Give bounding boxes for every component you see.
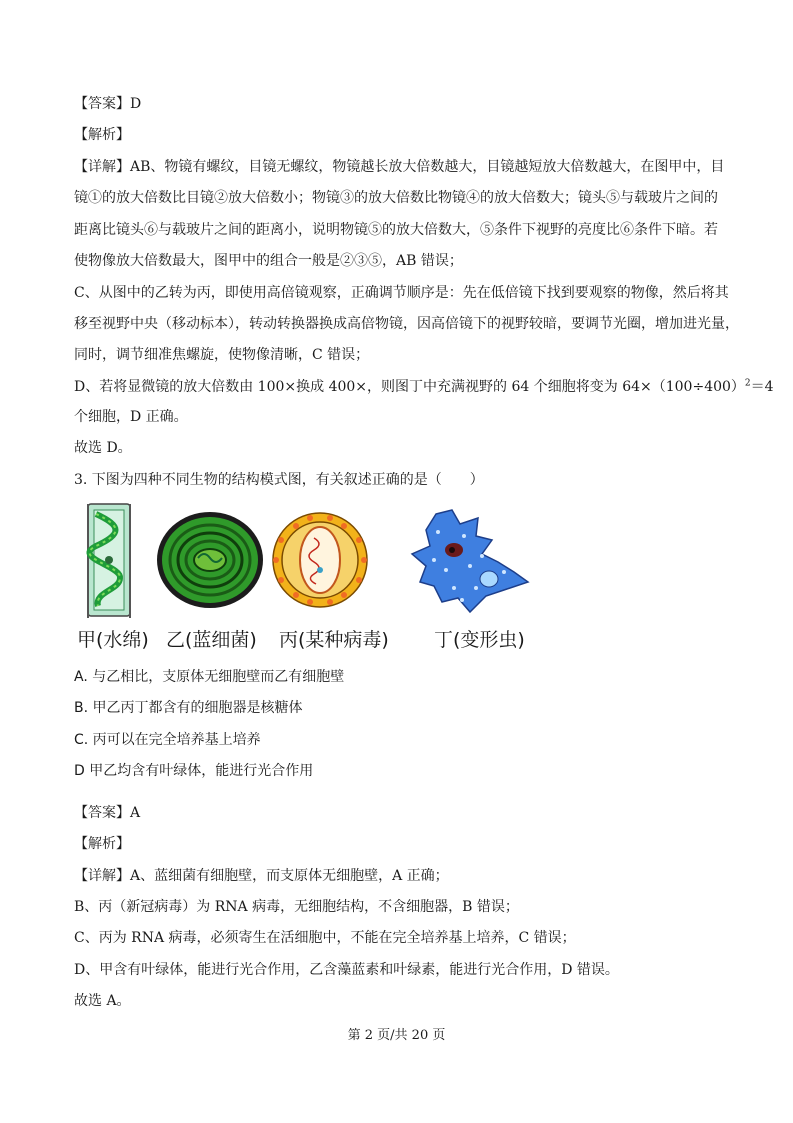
q3-answer [74, 803, 734, 823]
q3-detail-line: 【详解】A、蓝细菌有细胞壁，而支原体无细胞壁，A 正确； [74, 868, 449, 884]
q2-choose: 故选 D。 [74, 440, 132, 456]
q3-option-a: A. 与乙相比，支原体无细胞壁而乙有细胞壁 [74, 669, 345, 685]
cyanobacteria-diagram [157, 512, 263, 608]
q2-detail-d-line [74, 377, 774, 397]
spirogyra-diagram [88, 504, 130, 618]
q3-choose: 故选 A。 [74, 993, 131, 1009]
q2-detail-line: 移至视野中央（移动标本），转动转换器换成高倍物镜，因高倍镜下的视野较暗，要调节光圈，增加进光量， [74, 316, 739, 332]
caption-virus: 丙(某种病毒) [279, 629, 389, 651]
q2-detail-line: 【详解】AB、物镜有螺纹，目镜无螺纹，物镜越长放大倍数越大，目镜越短放大倍数越大，在图甲中，目 [74, 159, 725, 175]
q3-option-c: C. 丙可以在完全培养基上培养 [74, 732, 261, 748]
q2-answer-label: 【答案】 [74, 96, 130, 112]
page-footer: 第 2 页/共 20 页 [347, 1028, 446, 1043]
q3-detail-line: D、甲含有叶绿体，能进行光合作用，乙含藻蓝素和叶绿素，能进行光合作用，D 错误。 [74, 962, 619, 978]
q2-detail-line: C、从图中的乙转为丙，即使用高倍镜观察，正确调节顺序是：先在低倍镜下找到要观察的物像，然后将其 [74, 285, 729, 301]
q2-detail-line: 距离比镜头⑥与载玻片之间的距离小，说明物镜⑤的放大倍数大，⑤条件下视野的亮度比⑥条件下暗。若 [74, 222, 718, 238]
q2-detail-line: 使物像放大倍数最大，图甲中的组合一般是②③⑤，AB 错误； [74, 253, 463, 269]
q2-d-line-superscript: 2 [744, 378, 751, 389]
caption-cyanobacteria: 乙(蓝细菌) [166, 629, 257, 651]
virus-diagram [273, 513, 367, 607]
q3-answer-label: 【答案】 [74, 805, 130, 821]
q2-d-line-tail: ＝4 [750, 379, 774, 395]
q3-answer-value: A [130, 805, 141, 821]
q3-option-b: B. 甲乙丙丁都含有的细胞器是核糖体 [74, 700, 303, 716]
q3-stem: 3. 下图为四种不同生物的结构模式图，有关叙述正确的是（ ） [74, 472, 484, 488]
q2-detail-line: 同时，调节细准焦螺旋，使物像清晰，C 错误； [74, 347, 370, 363]
q3-detail-line: C、丙为 RNA 病毒，必须寄生在活细胞中，不能在完全培养基上培养，C 错误； [74, 930, 576, 946]
amoeba-diagram [412, 510, 528, 612]
q3-option-d: D 甲乙均含有叶绿体，能进行光合作用 [74, 763, 314, 779]
q3-detail-line: B、丙（新冠病毒）为 RNA 病毒，无细胞结构，不含细胞器，B 错误； [74, 899, 519, 915]
q2-detail-line: 个细胞，D 正确。 [74, 409, 188, 425]
caption-amoeba: 丁(变形虫) [434, 629, 525, 651]
q2-answer-value: D [130, 96, 142, 112]
caption-spirogyra: 甲(水绵) [77, 629, 149, 651]
q2-analysis-label: 【解析】 [74, 127, 130, 143]
q2-answer [74, 94, 734, 114]
q3-analysis-label: 【解析】 [74, 836, 130, 852]
q2-detail-line: 镜①的放大倍数比目镜②放大倍数小；物镜③的放大倍数比物镜④的放大倍数大；镜头⑤与载玻片之间的 [74, 190, 718, 206]
q2-d-line-main: D、若将显微镜的放大倍数由 100×换成 400×，则图丁中充满视野的 64 个细胞将变为 64×（100÷400） [74, 379, 745, 395]
